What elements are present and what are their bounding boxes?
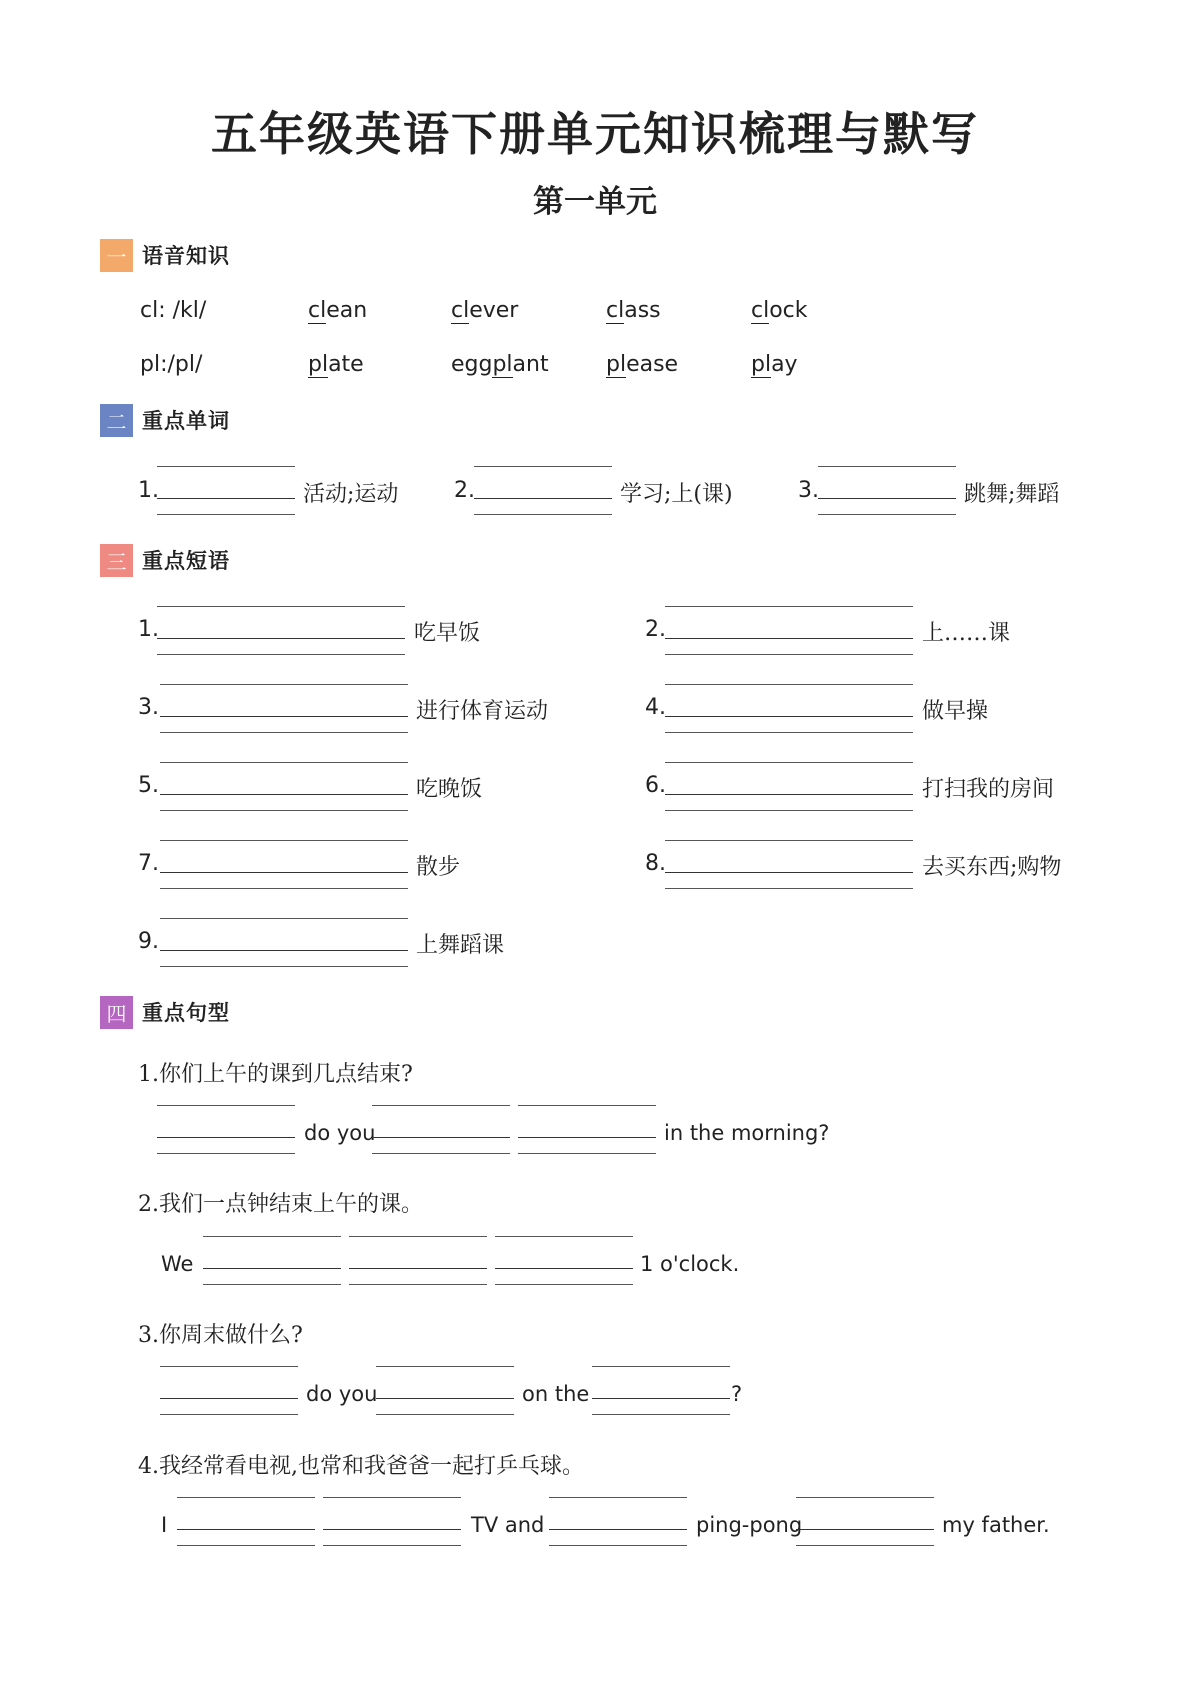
word-number: 1. (138, 478, 159, 503)
sentence-text: 1 o'clock. (640, 1252, 740, 1276)
sentence-answer-blank[interactable] (372, 1105, 510, 1155)
phrase-number: 1. (138, 617, 159, 642)
sentence-answer-blank[interactable] (376, 1366, 514, 1416)
sentence-text: I (161, 1513, 168, 1537)
sentence-answer-blank[interactable] (160, 1366, 298, 1416)
phonics-word: clean (308, 298, 368, 323)
sentence-answer-blank[interactable] (349, 1236, 487, 1286)
phrase-number: 8. (645, 851, 666, 876)
sentence-answer-blank[interactable] (157, 1105, 295, 1155)
phrase-meaning: 打扫我的房间 (922, 777, 1055, 802)
phrase-meaning: 上……课 (922, 621, 1011, 646)
section-title: 重点句型 (142, 1001, 230, 1025)
word-meaning: 跳舞;舞蹈 (964, 482, 1060, 507)
section-phonics-header (100, 238, 230, 272)
phrase-meaning: 去买东西;购物 (922, 855, 1062, 880)
phonics-label-pl: pl:/pl/ (140, 352, 203, 377)
phonics-word: clever (451, 298, 519, 323)
sentence-text: on the (522, 1382, 590, 1406)
phrase-number: 5. (138, 773, 159, 798)
phrase-meaning: 上舞蹈课 (416, 933, 505, 958)
sentence-text: in the morning? (664, 1121, 830, 1145)
word-number: 3. (798, 478, 819, 503)
section-title: 语音知识 (142, 244, 230, 268)
phrase-number: 2. (645, 617, 666, 642)
phrase-answer-blank[interactable] (665, 684, 913, 734)
word-meaning: 活动;运动 (303, 482, 399, 507)
phrase-number: 9. (138, 929, 159, 954)
phrase-answer-blank[interactable] (160, 684, 408, 734)
sentence-text: ping-pong (696, 1513, 803, 1537)
section-badge: 三 (100, 544, 133, 577)
section-badge: 一 (100, 239, 133, 272)
sentence-answer-blank[interactable] (592, 1366, 730, 1416)
phrase-number: 6. (645, 773, 666, 798)
phonics-word: play (751, 352, 798, 377)
section-words-header (100, 403, 230, 437)
section-sentences-header (100, 995, 230, 1029)
phrase-number: 3. (138, 695, 159, 720)
phrase-meaning: 进行体育运动 (416, 699, 549, 724)
phrase-answer-blank[interactable] (665, 762, 913, 812)
phonics-word: class (606, 298, 661, 323)
word-answer-blank[interactable] (818, 466, 956, 516)
phrase-answer-blank[interactable] (160, 918, 408, 968)
phonics-word: plate (308, 352, 364, 377)
phrase-meaning: 吃晚饭 (416, 777, 483, 802)
sentence-answer-blank[interactable] (203, 1236, 341, 1286)
sentence-answer-blank[interactable] (518, 1105, 656, 1155)
phonics-word: please (606, 352, 679, 377)
sentence-answer-blank[interactable] (495, 1236, 633, 1286)
sentence-prompt: 3.你周末做什么? (138, 1323, 303, 1348)
sentence-text: TV and (471, 1513, 545, 1537)
phrase-answer-blank[interactable] (160, 840, 408, 890)
phrase-answer-blank[interactable] (665, 840, 913, 890)
phrase-answer-blank[interactable] (157, 606, 405, 656)
word-meaning: 学习;上(课) (620, 482, 733, 507)
phrase-meaning: 散步 (416, 855, 461, 880)
page-title: 五年级英语下册单元知识梳理与默写 (211, 107, 979, 161)
word-number: 2. (454, 478, 475, 503)
phrase-meaning: 做早操 (922, 699, 989, 724)
section-title: 重点单词 (142, 409, 230, 433)
page-subtitle: 第一单元 (533, 184, 657, 220)
sentence-answer-blank[interactable] (796, 1497, 934, 1547)
sentence-text: ? (731, 1382, 743, 1406)
sentence-answer-blank[interactable] (549, 1497, 687, 1547)
section-badge: 二 (100, 404, 133, 437)
sentence-prompt: 4.我经常看电视,也常和我爸爸一起打乒乓球。 (138, 1454, 584, 1479)
phonics-word: eggplant (451, 352, 549, 377)
phrase-number: 7. (138, 851, 159, 876)
sentence-prompt: 2.我们一点钟结束上午的课。 (138, 1192, 423, 1217)
phrase-number: 4. (645, 695, 666, 720)
word-answer-blank[interactable] (157, 466, 295, 516)
phrase-answer-blank[interactable] (665, 606, 913, 656)
sentence-answer-blank[interactable] (323, 1497, 461, 1547)
phonics-label-cl: cl: /kl/ (140, 298, 207, 323)
sentence-text: do you (306, 1382, 378, 1406)
sentence-text: We (161, 1252, 194, 1276)
sentence-text: do you (304, 1121, 376, 1145)
word-answer-blank[interactable] (474, 466, 612, 516)
sentence-text: my father. (942, 1513, 1050, 1537)
phonics-word: clock (751, 298, 808, 323)
section-badge: 四 (100, 996, 133, 1029)
section-phrases-header (100, 543, 230, 577)
phrase-answer-blank[interactable] (160, 762, 408, 812)
sentence-prompt: 1.你们上午的课到几点结束? (138, 1062, 413, 1087)
section-title: 重点短语 (142, 549, 230, 573)
sentence-answer-blank[interactable] (177, 1497, 315, 1547)
phrase-meaning: 吃早饭 (414, 621, 481, 646)
